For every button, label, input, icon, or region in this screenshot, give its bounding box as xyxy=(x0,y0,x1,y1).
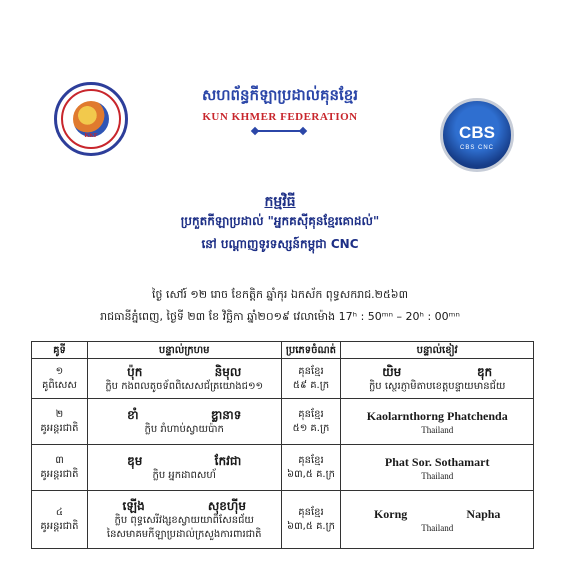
red-first-name: ខាំ xyxy=(127,407,139,422)
weight-cell xyxy=(281,359,341,399)
bouts-table xyxy=(31,341,534,549)
blue-corner-cell xyxy=(341,491,534,549)
bout-category: គូអន្តរជាតិ xyxy=(40,468,79,480)
bout-number: ៤ xyxy=(55,506,63,518)
red-fighter-name xyxy=(91,498,278,514)
federation-name-khmer: សហព័ន្ធកីឡាប្រដាល់គុនខ្មែរ xyxy=(201,86,359,104)
bout-cell xyxy=(32,399,88,445)
program-venue: នៅ បណ្តាញទូរទស្សន៍កម្ពុជា CNC xyxy=(201,237,359,251)
red-corner-cell xyxy=(87,399,281,445)
blue-country: Thailand xyxy=(421,470,454,481)
bout-cell xyxy=(32,359,88,399)
blue-club: ក្លិប ស្ថេរភ្ញាមិតាបខេត្តបន្ទាយមានជ័យ xyxy=(368,380,506,392)
red-club: ក្លិប ពុទ្ធសេរីវង្សខស្វាយយាពិសែនជ័យ xyxy=(114,514,254,526)
blue-country: Thailand xyxy=(421,424,454,435)
weight-type: គុនខ្មែរ xyxy=(298,454,324,466)
bout-cell xyxy=(32,445,88,491)
weight-type: គុនខ្មែរ xyxy=(298,506,324,518)
red-corner-cell xyxy=(87,359,281,399)
blue-fighter-name: Kaolarnthorng Phatchenda xyxy=(366,408,508,423)
blue-fighter-name xyxy=(344,364,530,380)
bout-category: គូអន្តរជាតិ xyxy=(40,520,79,532)
red-corner-cell xyxy=(87,491,281,549)
program-subtitle: ប្រកួតកីឡាប្រដាល់ "អ្នកគស៊ីគុនខ្មែរគោដល់" xyxy=(180,214,380,228)
bout-number: ២ xyxy=(55,408,64,420)
table-row xyxy=(32,445,534,491)
cbs-logo-subtext: CBS CNC xyxy=(459,145,494,151)
red-fighter-name xyxy=(91,407,278,423)
bout-cell xyxy=(32,491,88,549)
red-last-name: សុខហ៊ីម xyxy=(207,498,246,513)
weight-value: ៦៣,៥ គ.ក្រ xyxy=(287,468,335,480)
blue-corner-cell xyxy=(341,445,534,491)
bout-category: គូពិសេស xyxy=(42,379,77,391)
red-club: ក្លិប អ្នកដាពសហ័ xyxy=(152,469,216,481)
blue-corner-cell xyxy=(341,399,534,445)
red-club: ក្លិប រាំហាប់ស្វាយប៉ាក xyxy=(144,423,224,435)
red-fighter-name xyxy=(91,453,278,469)
cbs-logo xyxy=(440,98,514,172)
weight-type: គុនខ្មែរ xyxy=(298,365,324,377)
red-last-name: និមុល xyxy=(214,364,242,379)
header-red-corner: បន្ទាល់ក្រហម xyxy=(87,342,281,359)
bout-number: ៣ xyxy=(55,454,64,466)
table-row xyxy=(32,491,534,549)
red-club-association: នៃសមាគមកីឡាប្រដាល់ក្រសួងការពារជាតិ xyxy=(106,528,262,540)
red-last-name: ឌ្លានាទ xyxy=(210,407,242,422)
blue-corner-cell xyxy=(341,359,534,399)
kkf-logo xyxy=(54,82,128,156)
weight-value: ៥៩ គ.ក្រ xyxy=(292,379,330,391)
blue-fighter-name xyxy=(344,506,530,522)
weight-cell xyxy=(281,399,341,445)
blue-last-name: Napha xyxy=(466,506,501,521)
blue-first-name: Korng xyxy=(373,506,408,521)
red-fighter-name xyxy=(91,364,278,380)
red-last-name: កែវជា xyxy=(214,453,242,468)
weight-cell xyxy=(281,445,341,491)
weight-cell xyxy=(281,491,341,549)
bout-number: ១ xyxy=(55,365,64,377)
ornament-divider xyxy=(256,130,302,132)
blue-first-name: យិម xyxy=(382,364,402,379)
table-row xyxy=(32,359,534,399)
lunar-date: ថ្ងៃ សៅរ៍ ១២ រោច ខែកត្តិក ឆ្នាំកុរ ឯកស័ក ពុទ្ធសករាជ.២៥៦៣ xyxy=(152,288,408,301)
event-date-time: រាជធានីភ្នំពេញ, ថ្ងៃទី ២៣ ខែ វិច្ឆិកា ឆ្នាំ២០១៩ វេលាម៉ោង 17ʰ : 50ᵐⁿ – 20ʰ : 00ᵐⁿ xyxy=(100,310,460,323)
table-row xyxy=(32,399,534,445)
red-first-name: ឌុម xyxy=(127,453,143,468)
program-title: កម្មវិធី xyxy=(264,194,296,210)
red-first-name: ប៉ុក xyxy=(127,364,143,379)
weight-value: ៦៣,៥ គ.ក្រ xyxy=(287,520,335,532)
federation-name-english: KUN KHMER FEDERATION xyxy=(202,111,358,123)
cbs-logo-text: CBS xyxy=(459,123,495,142)
red-club: ក្លិប កងពលតូចទ័ពពិសេសជ័ត្រយោងជ១១ xyxy=(105,380,264,392)
blue-fighter-name: Phat Sor. Sothamart xyxy=(384,454,490,469)
weight-type: គុនខ្មែរ xyxy=(298,408,324,420)
kkf-logo-text: KKF xyxy=(84,133,98,139)
blue-country: Thailand xyxy=(421,522,454,533)
fighters-emblem-icon xyxy=(73,101,109,137)
table-header-row xyxy=(32,342,534,359)
blue-last-name: ឌុក xyxy=(476,364,493,379)
red-corner-cell xyxy=(87,445,281,491)
red-first-name: ឡើង xyxy=(122,498,145,513)
weight-value: ៥១ គ.ក្រ xyxy=(292,422,330,434)
header-bout-number: គូទី xyxy=(32,342,88,359)
header-blue-corner: បន្ទាល់ខៀវ xyxy=(341,342,534,359)
header-weight-class: ប្រភេទចំណត់ xyxy=(281,342,341,359)
bout-category: គូអន្តរជាតិ xyxy=(40,422,79,434)
